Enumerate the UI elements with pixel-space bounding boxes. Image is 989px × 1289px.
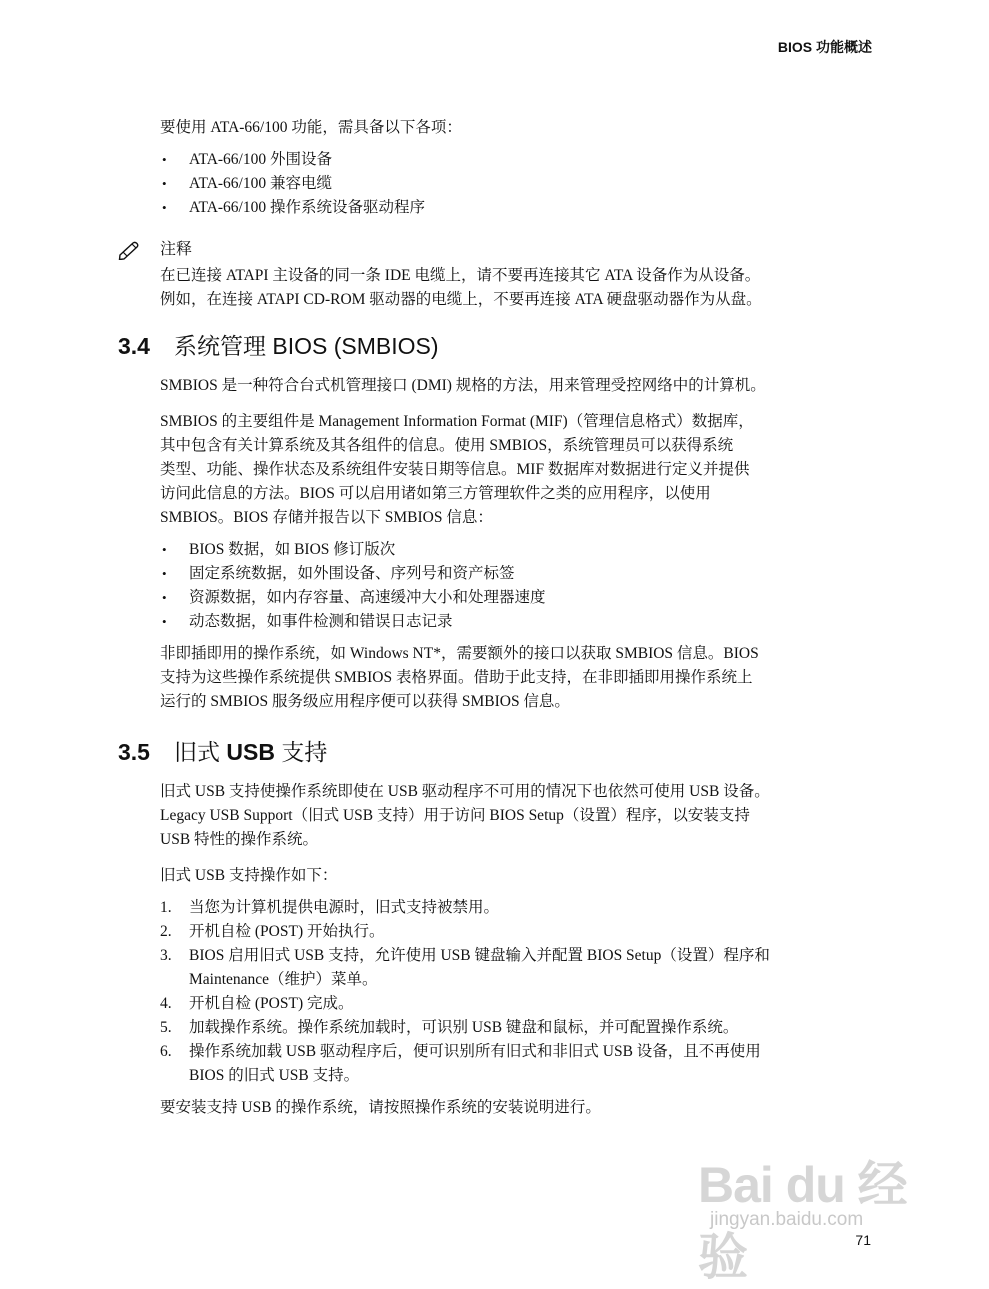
list-item: • ATA-66/100 操作系统设备驱动程序 — [118, 196, 858, 220]
ata-requirements-list — [118, 148, 858, 220]
text-line: SMBIOS。BIOS 存储并报告以下 SMBIOS 信息： — [160, 509, 493, 526]
step-text: 操作系统加载 USB 驱动程序后，便可识别所有旧式和非旧式 USB 设备，且不再使用 — [189, 1043, 761, 1060]
section-heading-usb — [118, 736, 858, 768]
watermark-logo: Bai du 经验 — [698, 1157, 907, 1285]
text-line: 非即插即用的操作系统，如 Windows NT*，需要额外的接口以获取 SMBIOS 信息。BIOS — [160, 645, 759, 662]
text-line: 访问此信息的方法。BIOS 可以启用诸如第三方管理软件之类的应用程序，以使用 — [160, 485, 711, 502]
note-label: 注释 — [160, 241, 193, 258]
step-number: 3. — [160, 947, 172, 964]
step-number: 4. — [160, 995, 172, 1012]
list-item: • BIOS 数据，如 BIOS 修订版次 — [118, 538, 858, 562]
text-line: 旧式 USB 支持使操作系统即使在 USB 驱动程序不可用的情况下也依然可使用 USB 设备。 — [160, 783, 770, 800]
section-number: 3.5 — [118, 739, 150, 765]
usb-para-1 — [160, 780, 858, 852]
ata-intro: 要使用 ATA-66/100 功能，需具备以下各项： — [160, 119, 462, 136]
smbios-para-1: SMBIOS 是一种符合台式机管理接口 (DMI) 规格的方法，用来管理受控网络中的计算机。 — [160, 377, 766, 394]
step-number: 5. — [160, 1019, 172, 1036]
usb-para-2: 旧式 USB 支持操作如下： — [160, 867, 338, 884]
step-text: 加载操作系统。操作系统加载时，可识别 USB 键盘和鼠标，并可配置操作系统。 — [189, 1019, 739, 1036]
step-text: BIOS 的旧式 USB 支持。 — [189, 1067, 360, 1084]
note-heading — [118, 238, 858, 264]
list-item — [118, 896, 858, 920]
list-item: • 动态数据，如事件检测和错误日志记录 — [118, 610, 858, 634]
list-item — [118, 920, 858, 944]
step-number: 1. — [160, 899, 172, 916]
step-text: BIOS 启用旧式 USB 支持，允许使用 USB 键盘输入并配置 BIOS Setup（设置）程序和 — [189, 947, 770, 964]
section-number: 3.4 — [118, 333, 150, 359]
step-number: 2. — [160, 923, 172, 940]
step-text: 开机自检 (POST) 开始执行。 — [189, 923, 385, 940]
list-item: • ATA-66/100 兼容电缆 — [118, 172, 858, 196]
title-part: 支持 — [274, 739, 328, 765]
section-title — [174, 739, 327, 765]
baidu-jingyan-watermark — [690, 1145, 940, 1285]
smbios-para-2 — [160, 410, 858, 530]
list-item — [118, 992, 858, 1016]
text-line: 其中包含有关计算系统及其各组件的信息。使用 SMBIOS，系统管理员可以获得系统 — [160, 437, 734, 454]
page-content — [118, 116, 858, 1120]
list-item: • 固定系统数据，如外围设备、序列号和资产标签 — [118, 562, 858, 586]
smbios-para-3 — [160, 642, 858, 714]
title-part: 旧式 — [174, 739, 227, 765]
note-body — [160, 264, 858, 312]
title-part-bold: USB — [226, 739, 275, 765]
page-number: 71 — [855, 1232, 871, 1248]
note-line: 在已连接 ATAPI 主设备的同一条 IDE 电缆上，请不要再连接其它 ATA 设备作为从设备。 — [160, 267, 761, 284]
text-line: 支持为这些操作系统提供 SMBIOS 表格界面。借助于此支持，在非即插即用操作系统上 — [160, 669, 753, 686]
step-text: 当您为计算机提供电源时，旧式支持被禁用。 — [189, 899, 500, 916]
usb-steps-list — [118, 896, 858, 1088]
watermark-url: jingyan.baidu.com — [710, 1209, 864, 1230]
text-line: 类型、功能、操作状态及系统组件安装日期等信息。MIF 数据库对数据进行定义并提供 — [160, 461, 750, 478]
text-line: SMBIOS 的主要组件是 Management Information Format (MIF)（管理信息格式）数据库， — [160, 413, 754, 430]
smbios-info-list — [118, 538, 858, 634]
note-line: 例如，在连接 ATAPI CD-ROM 驱动器的电缆上，不要再连接 ATA 硬盘驱动器作为从盘。 — [160, 291, 762, 308]
section-title: 系统管理 BIOS (SMBIOS) — [174, 333, 439, 359]
section-heading-smbios — [118, 330, 858, 362]
pencil-icon — [118, 240, 142, 260]
list-item — [118, 1040, 858, 1088]
list-item: • ATA-66/100 外围设备 — [118, 148, 858, 172]
list-item: • 资源数据，如内存容量、高速缓冲大小和处理器速度 — [118, 586, 858, 610]
step-text: 开机自检 (POST) 完成。 — [189, 995, 354, 1012]
usb-para-3: 要安装支持 USB 的操作系统，请按照操作系统的安装说明进行。 — [160, 1099, 601, 1116]
running-header: BIOS 功能概述 — [777, 39, 872, 55]
text-line: USB 特性的操作系统。 — [160, 831, 319, 848]
list-item — [118, 1016, 858, 1040]
text-line: Legacy USB Support（旧式 USB 支持）用于访问 BIOS Setup（设置）程序，以安装支持 — [160, 807, 750, 824]
step-text: Maintenance（维护）菜单。 — [189, 971, 378, 988]
step-number: 6. — [160, 1043, 172, 1060]
text-line: 运行的 SMBIOS 服务级应用程序便可以获得 SMBIOS 信息。 — [160, 693, 570, 710]
list-item — [118, 944, 858, 992]
